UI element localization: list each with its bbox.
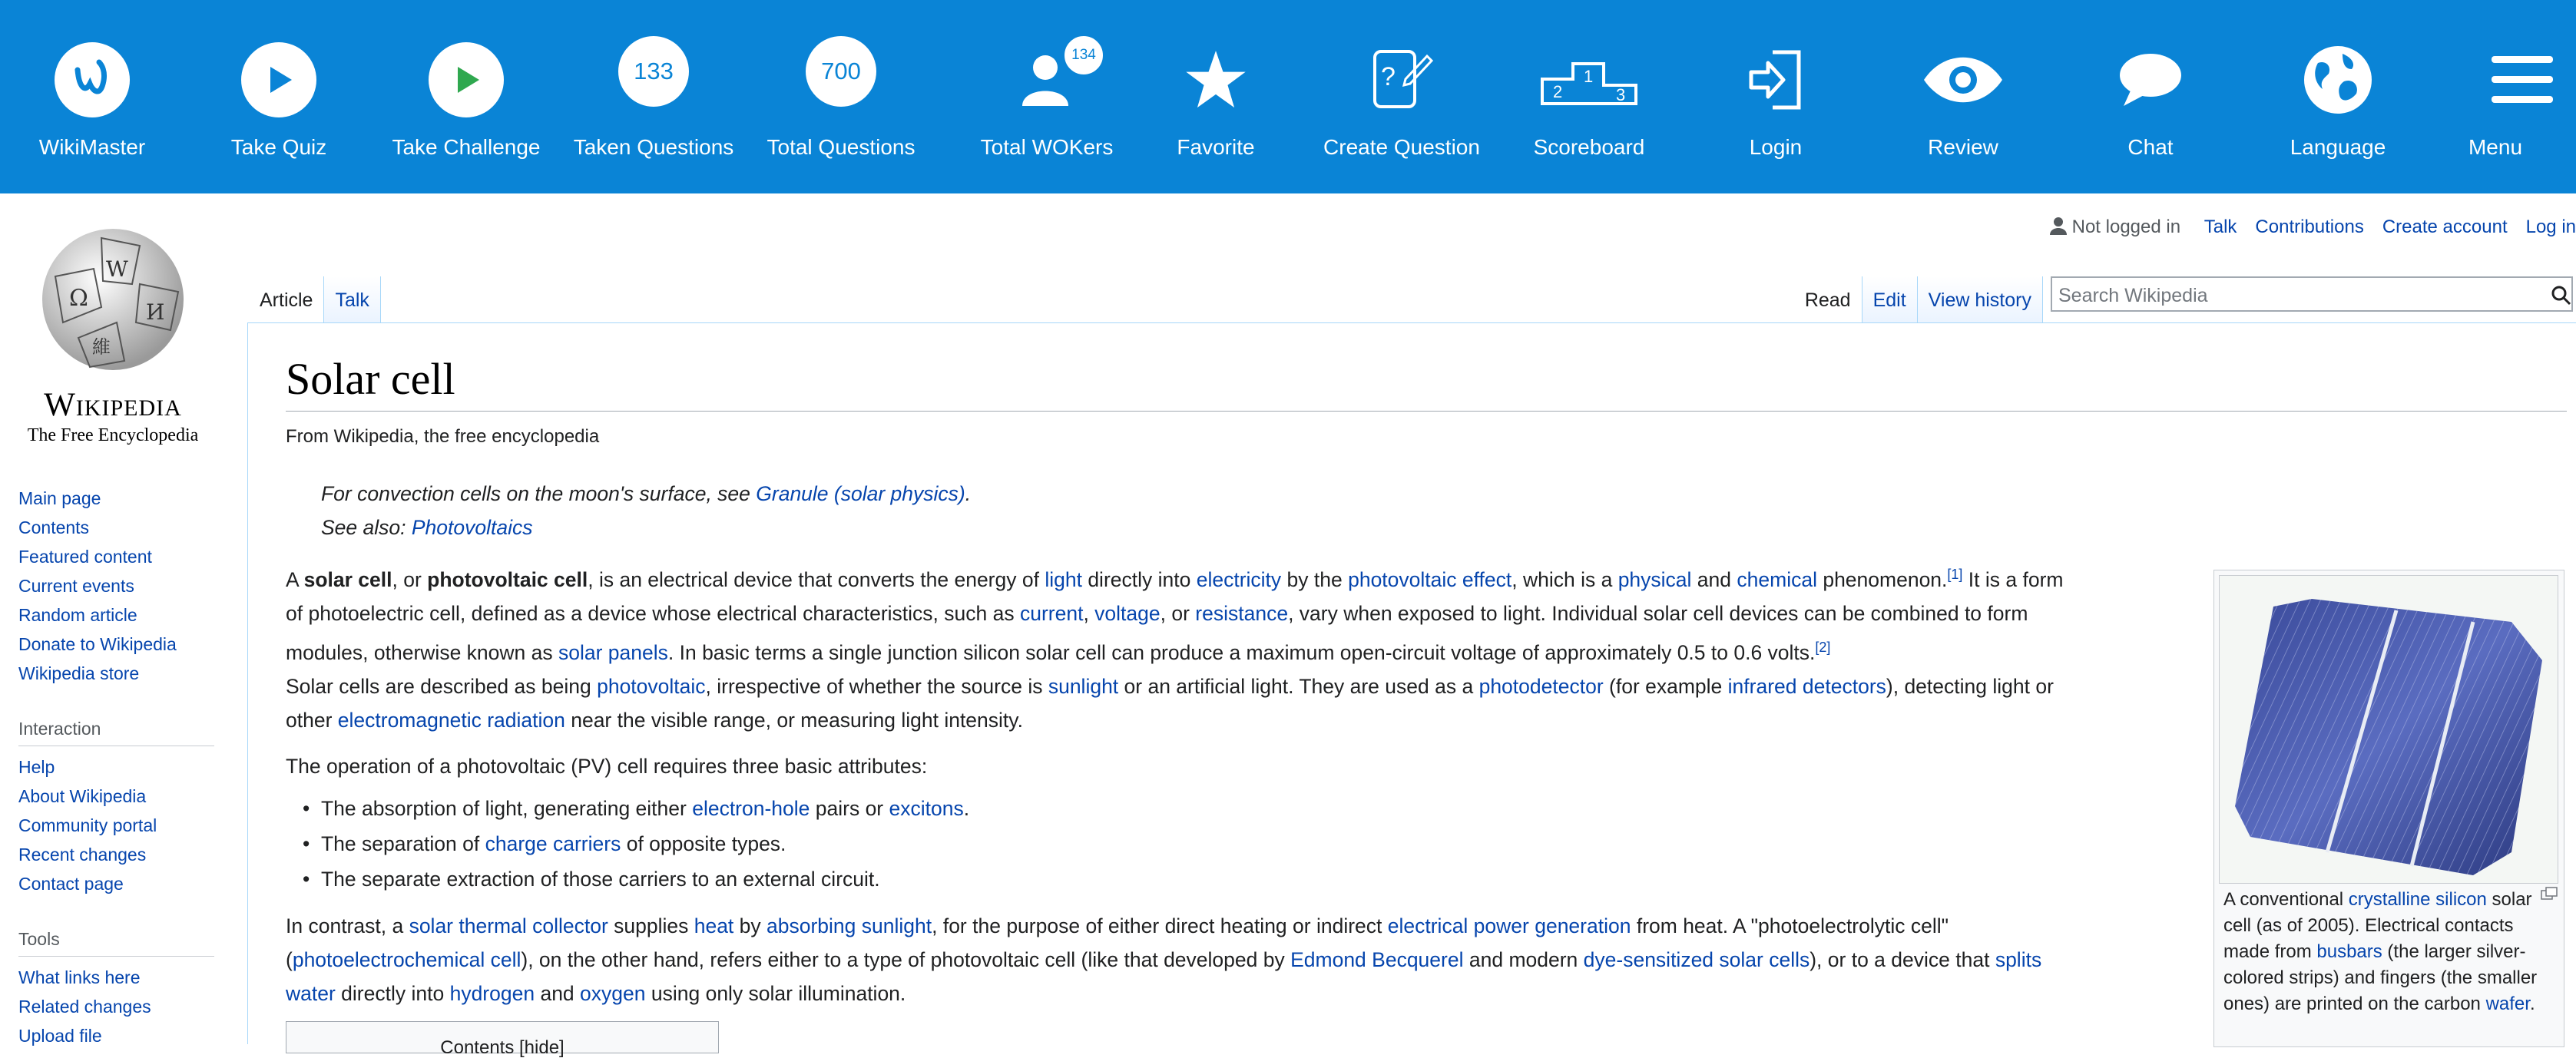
wikipedia-tagline: The Free Encyclopedia [27, 425, 199, 445]
site-subtitle: From Wikipedia, the free encyclopedia [286, 426, 600, 447]
link-photovoltaics[interactable]: Photovoltaics [411, 516, 533, 539]
create-account-link[interactable]: Create account [2382, 217, 2508, 237]
svg-text:3: 3 [1616, 85, 1626, 104]
link-crystalline-silicon[interactable]: crystalline silicon [2348, 889, 2487, 910]
play-icon [241, 42, 316, 117]
svg-text:?: ? [1381, 62, 1396, 91]
toolbar-label: Total Questions [767, 135, 916, 159]
list-item [321, 797, 969, 821]
sidebar-nav [18, 484, 218, 688]
toc-box[interactable] [286, 1021, 719, 1058]
toolbar-item-take-quiz[interactable] [183, 0, 375, 193]
play-green-icon [429, 42, 504, 117]
toolbar-label: Language [2290, 135, 2386, 159]
tab-edit[interactable]: Edit [1862, 276, 1918, 324]
toolbar-label: Total WOKers [980, 135, 1114, 159]
toolbar-item-review[interactable] [1867, 0, 2059, 193]
list-text: of opposite types. [621, 832, 786, 855]
caption-text: solar cell (as of 2005). Electrical contacts made from [2223, 889, 2532, 962]
tab-view-history[interactable]: View history [1918, 276, 2043, 324]
tab-article[interactable]: Article [249, 276, 324, 324]
toolbar-item-total-questions[interactable] [745, 0, 937, 193]
list-item [321, 868, 880, 891]
hatnote-text: See also: [321, 516, 412, 539]
caption-text: . [2529, 994, 2535, 1014]
login-link[interactable]: Log in [2525, 217, 2576, 237]
search-placeholder: Search Wikipedia [2058, 285, 2208, 306]
list-text: pairs or [810, 797, 889, 820]
sidebar-item-main-page[interactable]: Main page [18, 488, 101, 508]
svg-text:Ω: Ω [69, 285, 88, 312]
toolbar-label: Chat [2127, 135, 2174, 159]
toc-title: Contents [hide] [440, 1037, 565, 1058]
link-granule[interactable]: Granule (solar physics) [756, 482, 965, 505]
sidebar-heading-interaction: Interaction [18, 719, 214, 746]
sidebar-item-random-article[interactable]: Random article [18, 605, 137, 625]
hatnote-text: For convection cells on the moon's surface, see [321, 482, 757, 505]
toolbar-label: Login [1749, 135, 1803, 159]
create-question-icon [1367, 45, 1436, 114]
toolbar-label: WikiMaster [38, 135, 146, 159]
sidebar-item-donate[interactable]: Donate to Wikipedia [18, 634, 177, 654]
tab-talk[interactable]: Talk [324, 276, 380, 324]
login-icon [1745, 48, 1806, 112]
sidebar-heading-tools: Tools [18, 929, 214, 957]
svg-text:2: 2 [1553, 82, 1563, 101]
user-anon-icon [2050, 217, 2067, 235]
wokers-count-badge: 134 [1062, 34, 1105, 77]
solar-cell-image[interactable] [2219, 575, 2558, 884]
toolbar-label: Favorite [1177, 135, 1255, 159]
toolbar-label: Take Quiz [230, 135, 327, 159]
globe-icon [2301, 43, 2375, 117]
paragraph-intro: A solar cell, or photovoltaic cell, is an electrical device that converts the energy of light directly into electricity by the photovoltaic effect, which is a physical and chemical phenomenon.[1] It is a form of photoelectric cell, defined as a device whose electrical characteristics, such as current, voltage, or resistance, vary when exposed to light. Individual solar cell devices can be combined to form modules, otherwise known as solar panels. In basic terms a single junction silicon solar cell can produce a maximum open-circuit voltage of approximately 0.5 to 0.6 volts.[2] [286, 567, 2064, 664]
sidebar-item-community-portal[interactable]: Community portal [18, 815, 157, 835]
link-wafer[interactable]: wafer [2485, 994, 2530, 1014]
wikipedia-logo[interactable] [9, 223, 217, 446]
toolbar-item-chat[interactable] [2055, 0, 2247, 193]
svg-text:И: И [146, 299, 165, 325]
not-logged-in [2050, 217, 2186, 237]
search-icon[interactable] [2551, 286, 2571, 306]
list-text: The separate extraction of those carriers to an external circuit. [321, 868, 880, 891]
wikipedia-globe-icon [32, 223, 194, 376]
paragraph-contrast: In contrast, a solar thermal collector supplies heat by absorbing sunlight, for the purpose of either direct heating or indirect electrical power generation from heat. A "photoelectrolytic cell" (photoelectrochemical cell), on the other hand, refers either to a type of photovoltaic cell (like that developed by Edmond Becquerel and modern dye-sensitized solar cells), or to a device that splits water directly into hydrogen and oxygen using only solar illumination. [286, 914, 2042, 1005]
toolbar-item-login[interactable] [1680, 0, 1872, 193]
paragraph-attributes: The operation of a photovoltaic (PV) cell requires three basic attributes: [286, 755, 928, 778]
sidebar-item-featured-content[interactable]: Featured content [18, 547, 152, 567]
star-icon [1183, 47, 1249, 113]
not-logged-in-label: Not logged in [2071, 217, 2181, 237]
caption-text: A conventional [2223, 889, 2349, 910]
toolbar-label: Create Question [1323, 135, 1480, 159]
page-title: Solar cell [286, 354, 455, 404]
namespace-tabs [249, 276, 381, 324]
list-item [321, 832, 786, 856]
contributions-link[interactable]: Contributions [2255, 217, 2364, 237]
sidebar-item-contents[interactable]: Contents [18, 517, 90, 537]
toolbar-item-menu[interactable] [2426, 0, 2576, 193]
infobox [2213, 570, 2564, 1047]
toolbar-item-language[interactable] [2242, 0, 2434, 193]
sidebar-item-help[interactable]: Help [18, 757, 55, 777]
eye-icon [1921, 53, 2005, 107]
svg-text:W: W [106, 256, 128, 282]
chat-bubble-icon [2116, 49, 2185, 111]
talk-link[interactable]: Talk [2204, 217, 2237, 237]
toolbar-label: Take Challenge [392, 135, 541, 159]
link-busbars[interactable]: busbars [2316, 941, 2382, 962]
tab-read[interactable]: Read [1794, 276, 1862, 324]
svg-text:維: 維 [92, 336, 111, 358]
taken-questions-count: 133 [618, 36, 689, 107]
toolbar-item-create-question[interactable] [1306, 0, 1498, 193]
wikimaster-logo-icon [55, 42, 130, 117]
hatnote-see-also [321, 516, 532, 540]
sidebar-item-related-changes[interactable]: Related changes [18, 997, 151, 1017]
title-divider [286, 411, 2567, 412]
total-questions-count: 700 [806, 36, 876, 107]
hamburger-icon [2490, 53, 2554, 107]
toolbar-item-wikimaster[interactable] [0, 0, 188, 193]
toolbar-item-scoreboard[interactable] [1493, 0, 1685, 193]
link-charge-carriers[interactable]: charge carriers [485, 832, 621, 855]
link-excitons[interactable]: excitons [889, 797, 964, 820]
wikimaster-toolbar [0, 0, 2576, 193]
toolbar-label: Taken Questions [573, 135, 734, 159]
toolbar-label: Review [1928, 135, 1998, 159]
list-text: The separation of [321, 832, 485, 855]
caption-text: (the larger silver-colored strips) and fingers (the smaller ones) are printed on the carbon [2223, 941, 2538, 1014]
sidebar-item-upload-file[interactable]: Upload file [18, 1026, 102, 1046]
wikipedia-wordmark: Wikipedia [44, 387, 182, 423]
sidebar-item-about[interactable]: About Wikipedia [18, 786, 147, 806]
hatnote-convection [321, 482, 971, 506]
sidebar-item-store[interactable]: Wikipedia store [18, 663, 140, 683]
podium-icon [1539, 53, 1639, 107]
personal-tools [2050, 217, 2576, 238]
paragraph-description: Solar cells are described as being photovoltaic, irrespective of whether the source is sunlight or an artificial light. They are used as a photodetector (for example infrared detectors), detecting light or other electromagnetic radiation near the visible range, or measuring light intensity. [286, 675, 2054, 732]
sidebar-item-current-events[interactable]: Current events [18, 576, 134, 596]
search-input[interactable] [2051, 276, 2573, 312]
toolbar-item-take-challenge[interactable] [370, 0, 562, 193]
sidebar-item-recent-changes[interactable]: Recent changes [18, 845, 147, 865]
toolbar-item-taken-questions[interactable] [558, 0, 750, 193]
list-text: . [963, 797, 970, 820]
sidebar-item-what-links-here[interactable]: What links here [18, 967, 141, 987]
hatnote-text: . [965, 482, 972, 505]
toolbar-item-favorite[interactable] [1120, 0, 1312, 193]
sidebar [18, 484, 218, 1050]
toolbar-item-total-wokers[interactable] [951, 0, 1143, 193]
view-tabs [1794, 276, 2043, 324]
infobox-caption [2223, 887, 2560, 1017]
list-text: The absorption of light, generating either [321, 797, 693, 820]
toolbar-label: Menu [2468, 135, 2523, 159]
svg-text:1: 1 [1584, 67, 1594, 86]
toolbar-label: Scoreboard [1533, 135, 1645, 159]
sidebar-item-contact-page[interactable]: Contact page [18, 874, 124, 894]
link-electron-hole[interactable]: electron-hole [692, 797, 810, 820]
